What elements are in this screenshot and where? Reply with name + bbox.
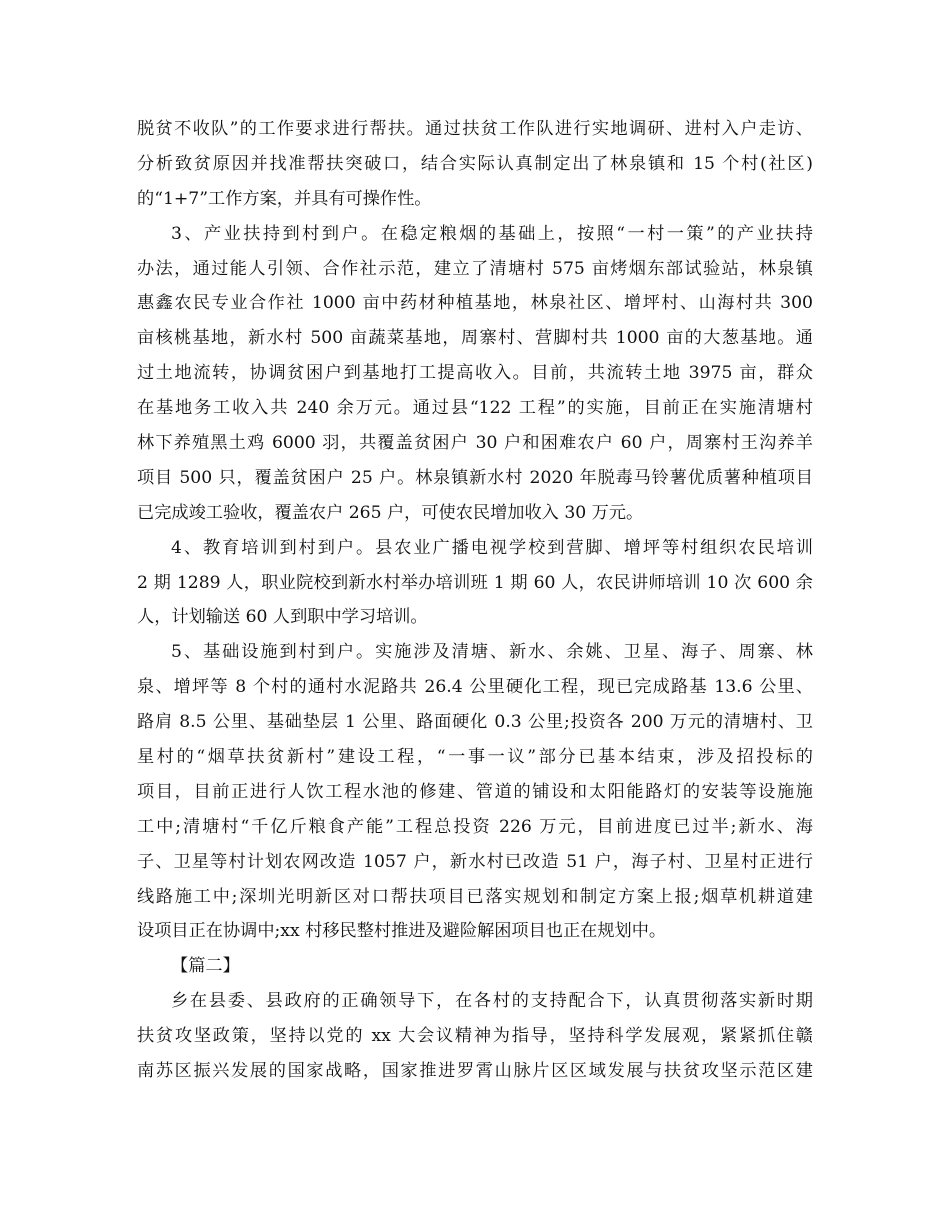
text-line: 工中;清塘村“千亿斤粮食产能”工程总投资 226 万元，目前进度已过半;新水、海	[137, 816, 813, 837]
text-line: 子、卫星等村计划农网改造 1057 户，新水村已改造 51 户，海子村、卫星村正进行	[137, 851, 813, 872]
text-line: 已完成竣工验收，覆盖农户 265 户，可使农民增加收入 30 万元。	[137, 502, 644, 523]
text-line: 路肩 8.5 公里、基础垫层 1 公里、路面硬化 0.3 公里;投资各 200 万元的清塘村、卫	[137, 712, 813, 733]
text-line: 过土地流转，协调贫困户到基地打工提高收入。目前，共流转土地 3975 亩，群众	[137, 363, 813, 384]
text-line: 3、产业扶持到村到户。在稳定粮烟的基础上，按照“一村一策”的产业扶持	[171, 223, 813, 244]
text-line: 星村的“烟草扶贫新村”建设工程，“一事一议”部分已基本结束，涉及招投标的	[137, 747, 813, 768]
text-line: 惠鑫农民专业合作社 1000 亩中药材种植基地，林泉社区、增坪村、山海村共 300	[137, 293, 813, 314]
text-line: 项目 500 只，覆盖贫困户 25 户。林泉镇新水村 2020 年脱毒马铃薯优质薯种植项目	[137, 467, 813, 488]
text-line: 4、教育培训到村到户。县农业广播电视学校到营脚、增坪等村组织农民培训	[171, 537, 813, 558]
text-line: 【篇二】	[171, 956, 240, 977]
text-line: 2 期 1289 人，职业院校到新水村举办培训班 1 期 60 人，农民讲师培训 10 次 600 余	[137, 572, 813, 593]
text-line: 人，计划输送 60 人到职中学习培训。	[137, 607, 428, 628]
text-line: 的“1+7”工作方案，并具有可操作性。	[137, 188, 432, 209]
text-line: 办法，通过能人引领、合作社示范，建立了清塘村 575 亩烤烟东部试验站，林泉镇	[137, 258, 813, 279]
text-line: 线路施工中;深圳光明新区对口帮扶项目已落实规划和制定方案上报;烟草机耕道建	[137, 886, 813, 907]
text-line: 乡在县委、县政府的正确领导下，在各村的支持配合下，认真贯彻落实新时期	[171, 991, 813, 1012]
text-line: 扶贫攻坚政策，坚持以党的 xx 大会议精神为指导，坚持科学发展观，紧紧抓住赣	[137, 1026, 813, 1047]
text-line: 5、基础设施到村到户。实施涉及清塘、新水、余姚、卫星、海子、周寨、林	[171, 642, 813, 663]
document-body	[137, 112, 813, 1089]
text-line: 分析致贫原因并找准帮扶突破口，结合实际认真制定出了林泉镇和 15 个村(社区)	[137, 153, 813, 174]
text-line: 亩核桃基地，新水村 500 亩蔬菜基地，周寨村、营脚村共 1000 亩的大葱基地。通	[137, 328, 813, 349]
text-line: 南苏区振兴发展的国家战略，国家推进罗霄山脉片区区域发展与扶贫攻坚示范区建	[137, 1061, 813, 1082]
text-line: 脱贫不收队”的工作要求进行帮扶。通过扶贫工作队进行实地调研、进村入户走访、	[137, 119, 813, 139]
text-line: 设项目正在协调中;xx 村移民整村推进及避险解困项目也正在规划中。	[137, 921, 667, 942]
text-line: 在基地务工收入共 240 余万元。通过县“122 工程”的实施，目前正在实施清塘村	[137, 398, 813, 419]
text-line: 项目，目前正进行人饮工程水池的修建、管道的铺设和太阳能路灯的安装等设施施	[137, 781, 813, 802]
text-line: 林下养殖黑土鸡 6000 羽，共覆盖贫困户 30 户和困难农户 60 户，周寨村王沟养羊	[137, 433, 813, 454]
text-line: 泉、增坪等 8 个村的通村水泥路共 26.4 公里硬化工程，现已完成路基 13.6 公里、	[137, 677, 813, 698]
